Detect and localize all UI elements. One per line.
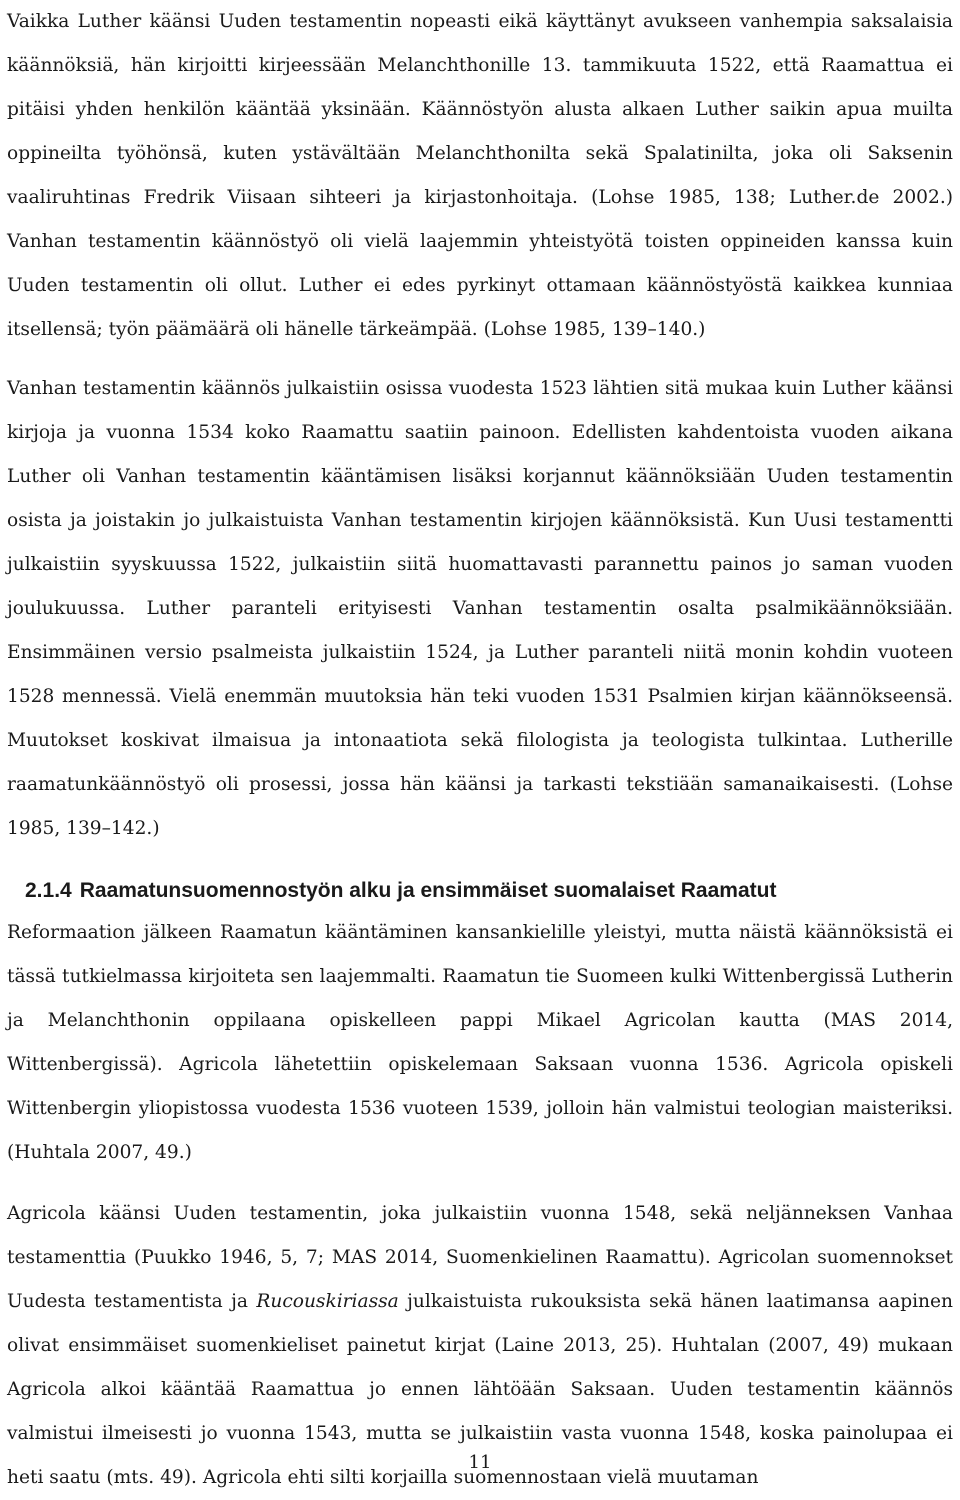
paragraph-old-testament-publication: Vanhan testamentin käännös julkaistiin osissa vuodesta 1523 lähtien sitä mukaa kuin Luther käänsi kirjoja ja vuonna 1534 koko Raamattu saatiin painoon. Edellisten kahdentoista vuoden aikana Luther oli Vanhan testamentin kääntämisen lisäksi korjannut käännöksiään Uuden testamentin osista ja joistakin jo julkaistuista Vanhan testamentin kirjojen käännöksistä. Kun Uusi testamentti julkaistiin syyskuussa 1522, julkaistiin siitä huomattavasti parannettu painos jo saman vuoden joulukuussa. Luther paranteli erityisesti Vanhan testamentin osalta psalmikäännöksiään. Ensimmäinen versio psalmeista julkaistiin 1524, ja Luther paranteli niitä monin kohdin vuoteen 1528 mennessä. Vielä enemmän muutoksia hän teki vuoden 1531 Psalmien kirjan käännökseensä. Muutokset koskivat ilmaisua ja intonaatiota sekä filologista ja teologista tulkintaa. Lutherille raamatunkäännöstyö oli prosessi, jossa hän käänsi ja tarkasti tekstiään samanaikaisesti. (Lohse 1985, 139–142.): [7, 378, 953, 839]
section-heading: [7, 871, 953, 911]
section-title: Raamatunsuomennostyön alku ja ensimmäiset suomalaiset Raamatut: [79, 879, 777, 902]
paragraph-text-part: Agricola käänsi Uuden testamentin, joka julkaistiin vuonna 1548, sekä neljänneksen Vanhaa testamenttia (Puukko 1946, 5, 7; MAS 2014, Suomenkielinen Raamattu). Agricolan suomennokset Uudesta testamentista ja: [7, 1203, 953, 1312]
paragraph-reformation-agricola: Reformaation jälkeen Raamatun kääntäminen kansankielille yleistyi, mutta näistä käännöksistä ei tässä tutkielmassa kirjoiteta sen laajemmalti. Raamatun tie Suomeen kulki Wittenbergissä Lutherin ja Melanchthonin oppilaana opiskelleen pappi Mikael Agricolan kautta (MAS 2014, Wittenbergissä). Agricola lähetettiin opiskelemaan Saksaan vuonna 1536. Agricola opiskeli Wittenbergin yliopistossa vuodesta 1536 vuoteen 1539, jolloin hän valmistui teologian maisteriksi. (Huhtala 2007, 49.): [7, 922, 953, 1163]
paragraph-luther-translation-helpers: Vaikka Luther käänsi Uuden testamentin nopeasti eikä käyttänyt avukseen vanhempia saksalaisia käännöksiä, hän kirjoitti kirjeessään Melanchthonille 13. tammikuuta 1522, että Raamattua ei pitäisi yhden henkilön kääntää yksinään. Käännöstyön alusta alkaen Luther saikin apua muilta oppineilta työhönsä, kuten ystävältään Melanchthonilta sekä Spalatinilta, joka oli Saksenin vaaliruhtinas Fredrik Viisaan sihteeri ja kirjastonhoitaja. (Lohse 1985, 138; Luther.de 2002.) Vanhan testamentin käännöstyö oli vielä laajemmin yhteistyötä toisten oppineiden kanssa kuin Uuden testamentin oli ollut. Luther ei edes pyrkinyt ottamaan käännöstyöstä kaikkea kunniaa itsellensä; työn päämäärä oli hänelle tärkeämpää. (Lohse 1985, 139–140.): [7, 11, 953, 340]
document-page: [7, 0, 953, 1500]
italic-book-title: Rucouskiriassa: [256, 1291, 399, 1312]
page-number: 11: [468, 1452, 492, 1473]
section-number: 2.1.4: [25, 879, 72, 902]
paragraph-text-part: julkaistuista rukouksista sekä hänen laatimansa aapinen olivat ensimmäiset suomenkieliset painetut kirjat (Laine 2013, 25). Huhtalan (2007, 49) mukaan Agricola alkoi kääntää Raamattua jo ennen lähtöään Saksaan. Uuden testamentin käännös valmistui ilmeisesti jo vuonna 1543, mutta se julkaistiin vasta vuonna 1548, koska painolupaa ei heti saatu (mts. 49). Agricola ehti silti korjailla suomennostaan vielä muutaman: [7, 1291, 953, 1488]
